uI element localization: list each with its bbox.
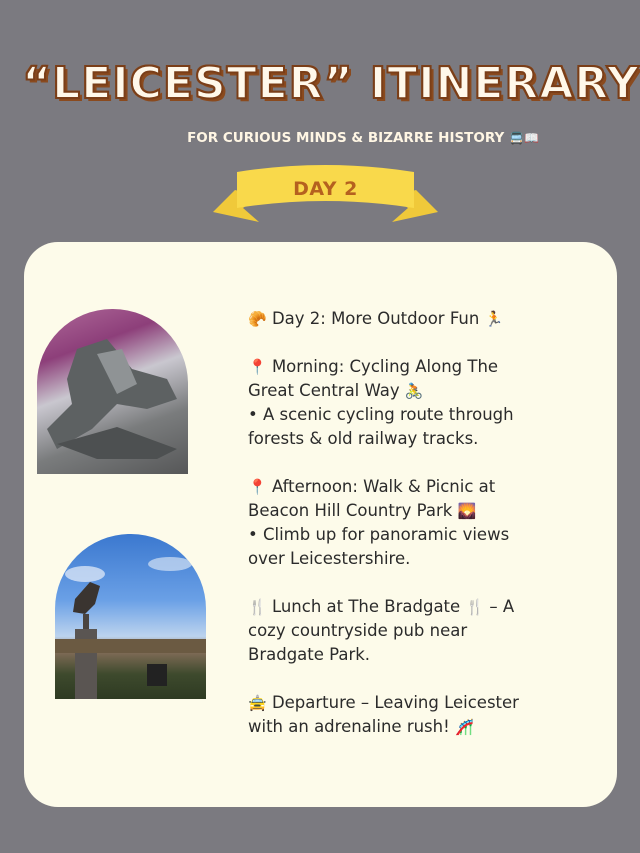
day-label: DAY 2 xyxy=(293,178,358,200)
item-text: over Leicestershire. xyxy=(248,549,411,568)
item-text: Great Central Way xyxy=(248,381,400,400)
item-text: Bradgate Park. xyxy=(248,645,371,664)
item-text: Day 2: More Outdoor Fun xyxy=(271,309,480,328)
itinerary-item-lunch xyxy=(248,595,588,667)
itinerary-text xyxy=(248,307,588,763)
bus-book-icon: 🚍📖 xyxy=(509,131,539,145)
itinerary-item-departure xyxy=(248,691,588,739)
item-text: cozy countryside pub near xyxy=(248,621,468,640)
item-text: Morning: Cycling Along The xyxy=(271,357,499,376)
itinerary-item-morning xyxy=(248,355,588,451)
taxi-icon: 🚖 xyxy=(248,694,267,712)
fork-knife-icon: 🍴 xyxy=(248,598,267,616)
sunrise-icon: 🌄 xyxy=(457,502,477,520)
item-text: – A xyxy=(489,597,515,616)
item-text: with an adrenaline rush! xyxy=(248,717,450,736)
item-text: • Climb up for panoramic views xyxy=(248,525,510,544)
itinerary-item-afternoon xyxy=(248,475,588,571)
fork-knife-icon: 🍴 xyxy=(465,598,485,616)
statue-photo-1 xyxy=(37,309,188,474)
page-title: “LEICESTER” ITINERARY xyxy=(22,58,640,109)
item-text: Beacon Hill Country Park xyxy=(248,501,453,520)
item-text: Lunch at The Bradgate xyxy=(271,597,461,616)
item-text: • A scenic cycling route through xyxy=(248,405,514,424)
itinerary-item-day2 xyxy=(248,307,588,331)
cyclist-icon: 🚴 xyxy=(404,382,424,400)
subtitle-text: FOR CURIOUS MINDS & BIZARRE HISTORY xyxy=(187,130,505,146)
item-text: Departure – Leaving Leicester xyxy=(271,693,519,712)
statue-photo-2 xyxy=(55,534,206,699)
croissant-icon: 🥐 xyxy=(248,310,267,328)
runner-icon: 🏃 xyxy=(484,310,504,328)
item-text: forests & old railway tracks. xyxy=(248,429,479,448)
item-text: Afternoon: Walk & Picnic at xyxy=(271,477,496,496)
page-subtitle xyxy=(0,130,640,146)
pin-icon: 📍 xyxy=(248,478,267,496)
pin-icon: 📍 xyxy=(248,358,267,376)
roller-coaster-icon: 🎢 xyxy=(454,718,474,736)
